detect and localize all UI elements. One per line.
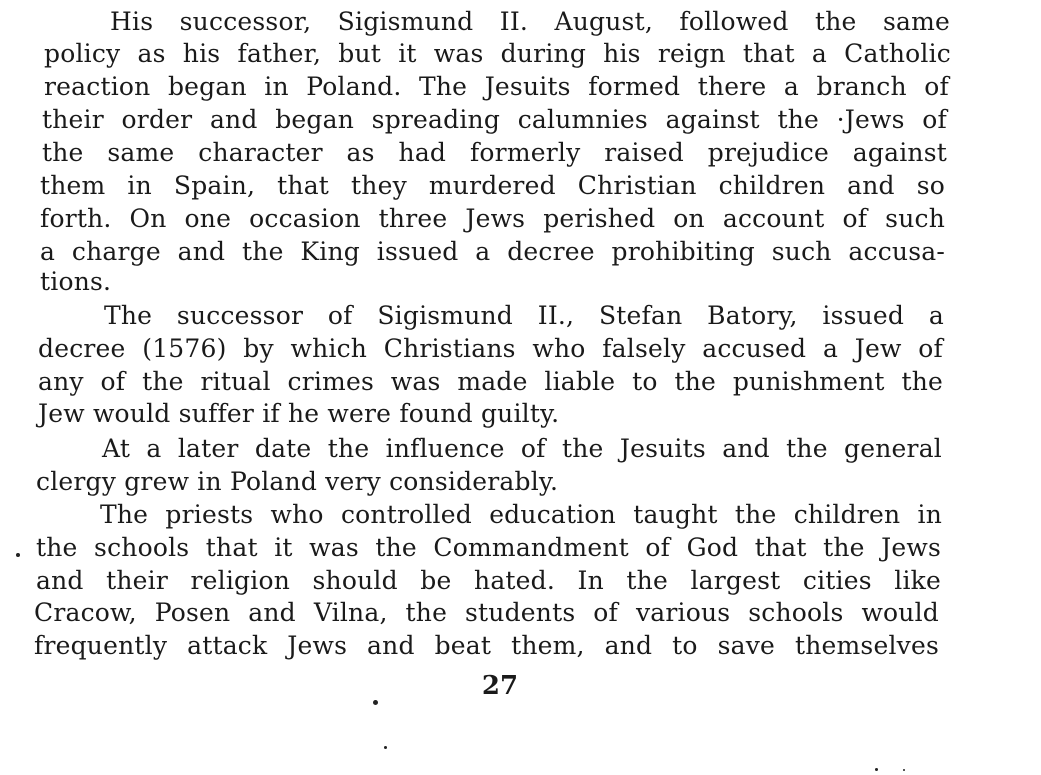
text-line-3: reaction began in Poland. The Jesuits formed there a branch of	[44, 72, 949, 101]
text-line-11: decree (1576) by which Christians who falsely accused a Jew of	[38, 334, 943, 363]
text-line-17: the schools that it was the Commandment of God that the Jews	[36, 533, 941, 562]
scan-speck	[384, 746, 387, 749]
scan-speck	[875, 768, 878, 771]
text-line-8: a charge and the King issued a decree prohibiting such accusa-	[40, 237, 945, 266]
text-line-16: The priests who controlled education taught the children in	[100, 500, 942, 529]
text-line-13: Jew would suffer if he were found guilty.	[38, 399, 560, 428]
text-line-2: policy as his father, but it was during his reign that a Catholic	[44, 39, 951, 68]
text-line-1: His successor, Sigismund II. August, followed the same	[110, 7, 950, 36]
text-line-4: their order and began spreading calumnies against the ·Jews of	[42, 105, 947, 134]
scan-speck	[903, 769, 905, 771]
text-line-5: the same character as had formerly raised prejudice against	[42, 138, 947, 167]
text-line-20: frequently attack Jews and beat them, and to save themselves	[34, 631, 939, 660]
page-number: 27	[481, 671, 519, 701]
text-line-19: Cracow, Posen and Vilna, the students of various schools would	[34, 598, 939, 627]
text-line-14: At a later date the influence of the Jesuits and the general	[102, 434, 942, 463]
text-line-9: tions.	[40, 267, 112, 296]
text-line-12: any of the ritual crimes was made liable to the punishment the	[38, 367, 943, 396]
text-line-15: clergy grew in Poland very considerably.	[36, 467, 559, 496]
text-line-10: The successor of Sigismund II., Stefan Batory, issued a	[104, 301, 944, 330]
scan-speck	[16, 553, 20, 557]
text-line-6: them in Spain, that they murdered Christian children and so	[40, 171, 945, 200]
text-line-7: forth. On one occasion three Jews perished on account of such	[40, 204, 945, 233]
scan-speck	[373, 700, 378, 705]
text-line-18: and their religion should be hated. In the largest cities like	[36, 566, 941, 595]
